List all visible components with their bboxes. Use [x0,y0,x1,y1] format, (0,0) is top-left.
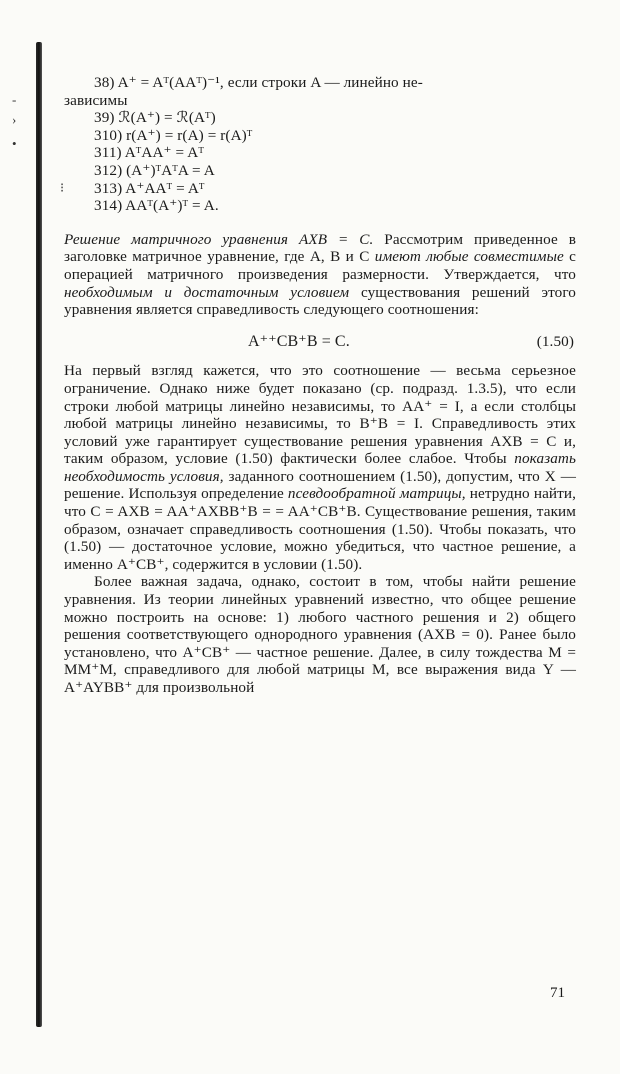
page-number: 71 [550,985,565,1001]
equation-1-50 [64,333,576,351]
equation-number: (1.50) [536,332,574,350]
identity-312: 312) (A⁺)ᵀAᵀA = A [94,161,215,179]
text-run: с операцией матричного произведения размерности. Утверждается, что [64,248,576,283]
text-run: Рассмотрим приведенное в заголовке матричное уравнение, где A, B и C [64,230,576,266]
page-spine-shadow [36,42,42,1027]
text-run: существования решений этого уравнения является справедливость следующего соотношения: [64,283,576,319]
margin-mark: - [12,92,17,107]
paragraph-2 [64,362,576,573]
book-page [64,74,576,697]
text-run-italic: необходимым и достаточным условием [64,283,350,301]
text-run-italic: показать необходимость условия, [64,450,576,485]
text-run: нетрудно найти, что C = AXB = AA⁺AXBB⁺B = = AA⁺CB⁺B. Существование решения, таким образом, означает справедливость соотношения (1.50). Чтобы показать, что (1.50) — достаточное условие, можно убедиться, что частное решение, а именно A⁺CB⁺, содержится в условии (1.50). [64,485,576,573]
identity-313: 313) A⁺AAᵀ = Aᵀ [94,179,205,197]
identity-38-continued: зависимы [64,91,128,109]
identity-list [64,74,576,215]
margin-mark: • [12,136,17,151]
identity-39: 39) ℛ(A⁺) = ℛ(Aᵀ) [94,109,216,127]
identity-314: 314) AAᵀ(A⁺)ᵀ = A. [94,197,219,215]
section-paragraph [64,231,576,319]
text-run-italic: имеют любые совместимые [374,248,564,266]
text-run: На первый взгляд кажется, что это соотношение — весьма серьезное ограничение. Однако ниже будет показано (ср. подразд. 1.3.5), что если строки любой матрицы линейно независимы, то AA⁺ = I, а если столбцы любой матрицы линейно независимы, то B⁺B = I. Справедливость этих условий уже гарантирует существование решения уравнения AXB = C и, таким образом, условие (1.50) фактически более слабое. Чтобы [64,362,576,468]
text-run-italic: псевдообратной матрицы, [287,485,466,503]
identity-310: 310) r(A⁺) = r(A) = r(A)ᵀ [94,126,253,144]
identity-311: 311) AᵀAA⁺ = Aᵀ [94,144,204,162]
paragraph-3: Более важная задача, однако, состоит в том, чтобы найти решение уравнения. Из теории линейных уравнений известно, что общее решение можно построить на основе: 1) любого частного решения и 2) общего решения соответствующего однородного уравнения (AXB = 0). Ранее было установлено, что A⁺CB⁺ — частное решение. Далее, в силу тождества M = MM⁺M, справедливого для любой матрицы M, все выражения вида Y — A⁺AYBB⁺ для произвольной [64,573,576,696]
equation-formula: A⁺⁺CB⁺B = C. [248,332,350,350]
margin-mark: ⁝ [60,180,65,195]
section-title: Решение матричного уравнения AXB = C. [64,230,374,248]
margin-mark: › [12,112,17,127]
identity-38: 38) A⁺ = Aᵀ(AAᵀ)⁻¹, если строки A — линейно не- [94,74,423,91]
text-run: заданного соотношением (1.50), допустим, что X — решение. Используя определение [64,467,576,503]
